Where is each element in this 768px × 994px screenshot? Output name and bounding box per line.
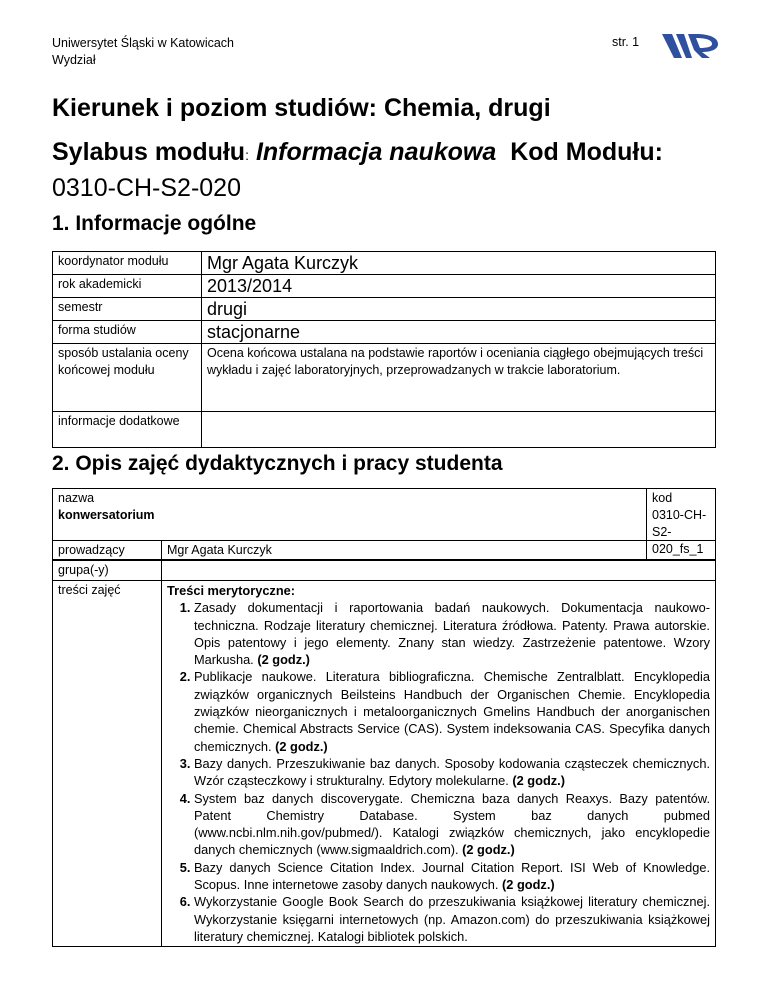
list-item: 6. Wykorzystanie Google Book Search do przeszukiwania książkowej literatury chemicznej. Wykorzystanie księgarni internetowych (np. Amazon.com) do przeszukiwania książkowej literatury chemicznej. Katalogi bibliotek polskich.: [194, 893, 710, 945]
section-1-heading: 1. Informacje ogólne: [52, 212, 257, 235]
row-label: koordynator modułu: [53, 252, 202, 275]
row-label: sposób ustalania oceny końcowej modułu: [53, 344, 202, 412]
page-title: Kierunek i poziom studiów: Chemia, drugi: [52, 94, 551, 122]
syllabus-colon: :: [245, 147, 249, 163]
table-row: [53, 252, 716, 275]
row-label: informacje dodatkowe: [53, 412, 202, 448]
table-row: [53, 275, 716, 298]
semester-value: drugi: [202, 298, 716, 321]
list-item: 3. Bazy danych. Przeszukiwanie baz danych. Sposoby kodowania cząsteczek chemicznych. Wzór cząsteczkowy i strukturalny. Edytory molekularne. (2 godz.): [194, 755, 710, 790]
course-code-value: 0310-CH-S2-020_fs_1: [652, 508, 707, 556]
module-name: Informacja naukowa: [255, 138, 497, 166]
additional-info-value: [202, 412, 716, 448]
academic-year-value: 2013/2014: [202, 275, 716, 298]
content-list: [167, 599, 710, 945]
row-label: rok akademicki: [53, 275, 202, 298]
list-item: 4. System baz danych discoverygate. Chemiczna baza danych Reaxys. Bazy patentów. Patent Chemistry Database. System baz danych pubmed (www.ncbi.nlm.nih.gov/pubmed/). Katalogi związków chemicznych, jako encyklopedie danych chemicznych (www.sigmaaldrich.com). (2 godz.): [194, 790, 710, 859]
row-label: grupa(-y): [53, 561, 162, 581]
course-details-table: [52, 540, 716, 947]
course-name-label: nazwa: [58, 491, 95, 505]
row-label: forma studiów: [53, 321, 202, 344]
section-2-heading: 2. Opis zajęć dydaktycznych i pracy studenta: [52, 452, 503, 475]
page-number: str. 1: [612, 35, 640, 49]
instructor-value: Mgr Agata Kurczyk: [162, 541, 716, 561]
university-logo-icon: [660, 28, 722, 64]
table-row: [53, 321, 716, 344]
table-row: [53, 298, 716, 321]
module-code-label: Kod Modułu:: [510, 138, 663, 166]
module-code: 0310-CH-S2-020: [52, 174, 241, 202]
general-info-table: [52, 251, 716, 448]
department-name: Wydział: [52, 53, 96, 67]
syllabus-title: [52, 136, 732, 205]
study-form-value: stacjonarne: [202, 321, 716, 344]
course-name-value: konwersatorium: [58, 508, 155, 522]
row-label: prowadzący: [53, 541, 162, 561]
list-item: 2. Publikacje naukowe. Literatura bibliograficzna. Chemische Zentralblatt. Encyklopedia związków organicznych Beilsteins Handbuch der Organischen Chemie. Encyklopedia związków nieorganicznych i metaloorganicznych Gmelins Handbuch der anorganischen chemie. Chemical Abstracts Service (CAS). System indeksowania CAS. Specyfika danych chemicznych. (2 godz.): [194, 668, 710, 754]
row-label: treści zajęć: [53, 581, 162, 947]
list-item: 1. Zasady dokumentacji i raportowania badań naukowych. Dokumentacja naukowo-techniczna. Rodzaje literatury chemicznej. Literatura źródłowa. Patenty. Prawa autorskie. Opis patentowy i jego elementy. Znany stan wiedzy. Zastrzeżenie patentowe. Wzory Markusha. (2 godz.): [194, 599, 710, 668]
group-value: [162, 561, 716, 581]
syllabus-label: Sylabus modułu: [52, 138, 246, 166]
table-row: [53, 561, 716, 581]
grading-method-value: Ocena końcowa ustalana na podstawie raportów i oceniania ciągłego obejmujących treści wykładu i zajęć laboratoryjnych, przeprowadzanych w trakcie laboratorium.: [202, 344, 716, 412]
table-row: [53, 581, 716, 947]
list-item: 5. Bazy danych Science Citation Index. Journal Citation Report. ISI Web of Knowledge. Scopus. Inne internetowe zasoby danych naukowych. (2 godz.): [194, 859, 710, 894]
course-code-label: kod: [652, 491, 673, 505]
table-row: [53, 344, 716, 412]
coordinator-value: Mgr Agata Kurczyk: [202, 252, 716, 275]
university-name: Uniwersytet Śląski w Katowicach: [52, 36, 235, 50]
row-label: semestr: [53, 298, 202, 321]
table-row: [53, 412, 716, 448]
content-heading: Treści merytoryczne:: [167, 583, 296, 598]
table-row: [53, 541, 716, 561]
document-header: [52, 35, 234, 69]
course-content: [162, 581, 716, 947]
